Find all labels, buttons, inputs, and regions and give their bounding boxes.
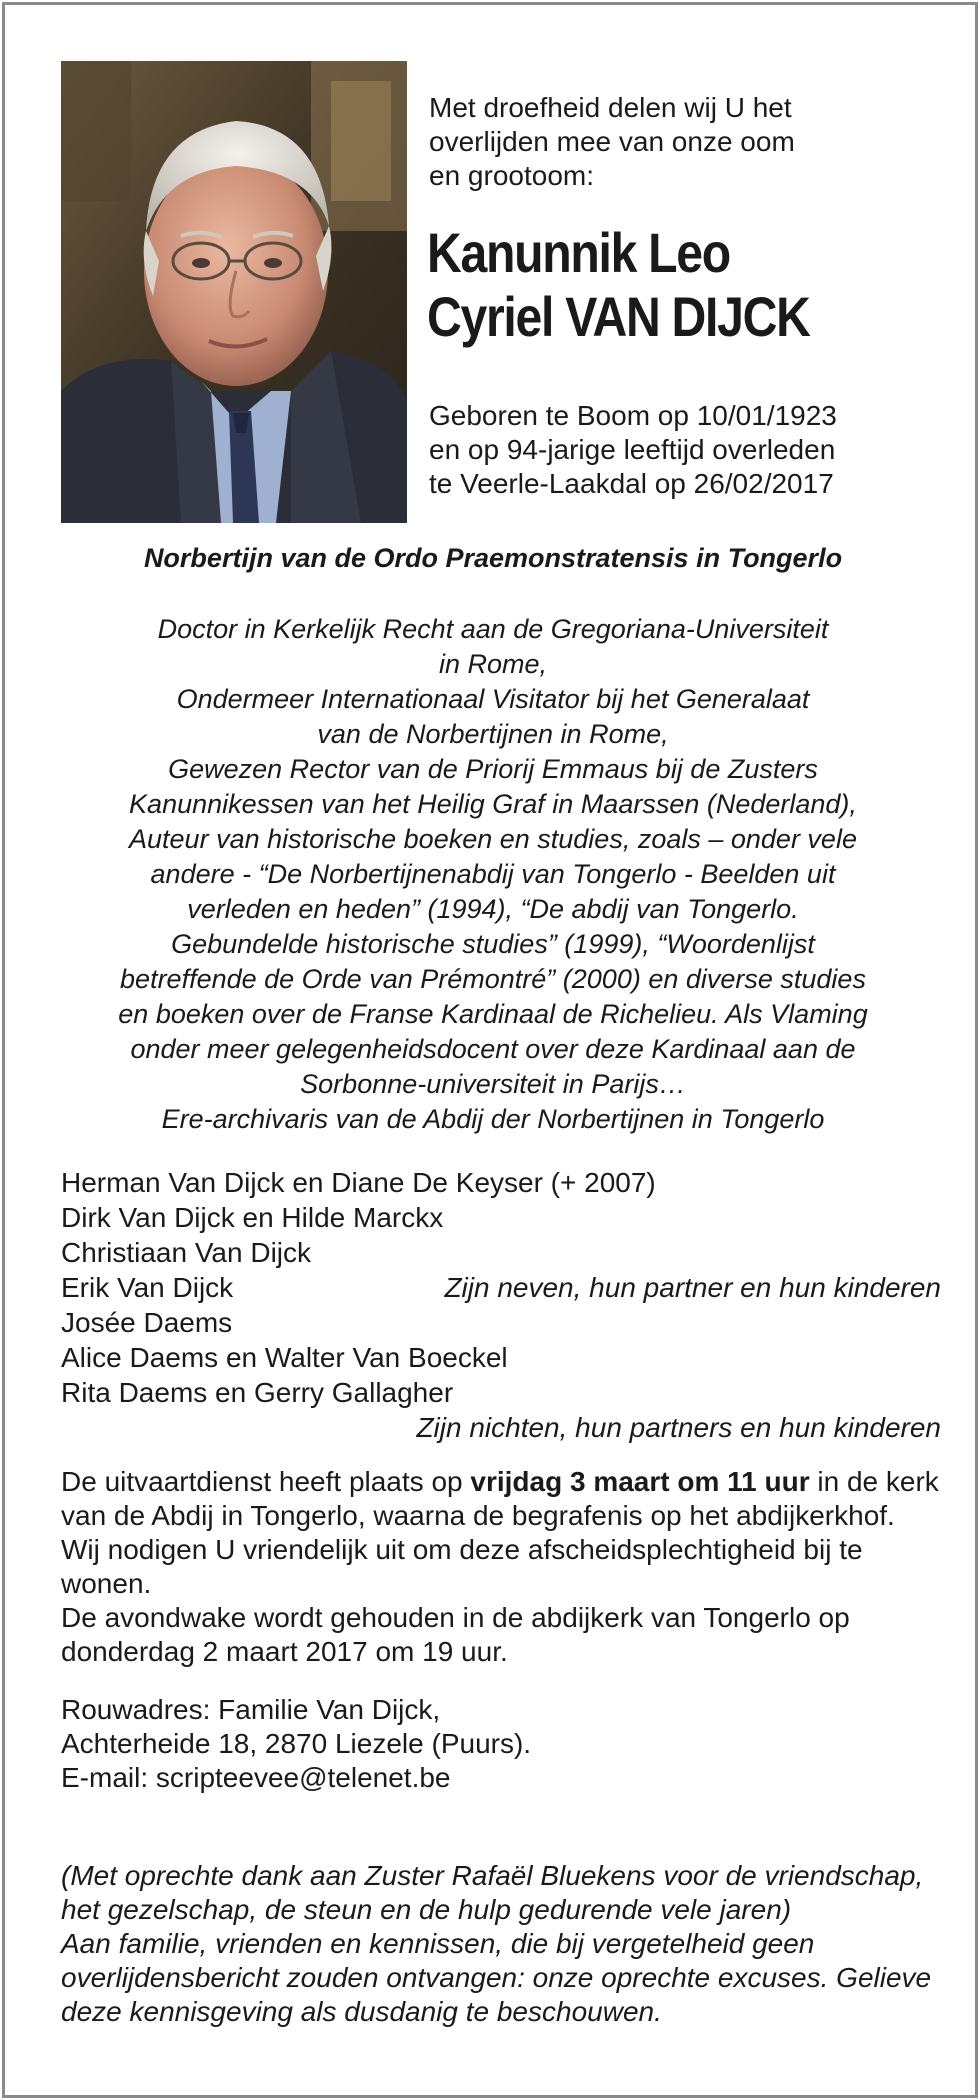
birth-death-details: Geboren te Boom op 10/01/1923 en op 94-jarige leeftijd overleden te Veerle-Laakdal op 26/02/2017 (429, 400, 837, 499)
family-row (61, 1375, 941, 1410)
portrait-photo (61, 61, 407, 523)
family-member: Alice Daems en Walter Van Boeckel (61, 1342, 508, 1373)
wake-details: De avondwake wordt gehouden in de abdijkerk van Tongerlo op donderdag 2 maart 2017 om 19 uur. (61, 1602, 850, 1667)
funeral-lead: De uitvaartdienst heeft plaats op (61, 1466, 471, 1497)
family-row (61, 1410, 941, 1445)
portrait-illustration (61, 61, 407, 523)
mourning-address (61, 1693, 941, 1795)
family-row (61, 1200, 941, 1235)
family-row (61, 1235, 941, 1270)
family-row (61, 1165, 941, 1200)
address-line: Rouwadres: Familie Van Dijck, (61, 1694, 441, 1725)
family-member: Herman Van Dijck en Diane De Keyser (+ 2007) (61, 1167, 656, 1198)
funeral-details (61, 1465, 941, 1669)
family-member: Rita Daems en Gerry Gallagher (61, 1377, 454, 1408)
family-member: Josée Daems (61, 1307, 233, 1338)
funeral-paragraph (61, 1465, 941, 1533)
obituary-card (2, 2, 978, 2098)
nieces-caption: Zijn nichten, hun partners en hun kinderen (416, 1412, 941, 1443)
biography: Doctor in Kerkelijk Recht aan de Gregoriana-Universiteit in Rome, Ondermeer Internationaal Visitator bij het Generalaat van de Norbertijnen in Rome, Gewezen Rector van de Priorij Emmaus bij de Zusters Kanunnikessen van het Heilig Graf in Maarssen (Nederland), Auteur van historische boeken en studies, zoals – onder vele andere - “De Norbertijnenabdij van Tongerlo - Beelden uit verleden en heden” (1994), “De abdij van Tongerlo. Gebundelde historische studies” (1999), “Woordenlijst betreffende de Orde van Prémontré” (2000) en diverse studies en boeken over de Franse Kardinaal de Richelieu. Als Vlaming onder meer gelegenheidsdocent over deze Kardinaal aan de Sorbonne-universiteit in Parijs… Ere-archivaris van de Abdij der Norbertijnen in Tongerlo (118, 614, 868, 1134)
family-member: Dirk Van Dijck en Hilde Marckx (61, 1202, 444, 1233)
order-title: Norbertijn van de Ordo Praemonstratensis in Tongerlo (143, 543, 843, 573)
funeral-location: in de kerk van de Abdij in Tongerlo, waarna de begrafenis op het abdijkerkhof. (61, 1466, 939, 1531)
email-line: E-mail: scripteevee@telenet.be (61, 1762, 451, 1793)
closing-notes (61, 1859, 941, 2029)
family-row (61, 1340, 941, 1375)
nephews-caption: Zijn neven, hun partner en hun kinderen (444, 1272, 941, 1303)
family-row (61, 1270, 941, 1305)
family-member: Erik Van Dijck (61, 1272, 234, 1303)
apology-note: Aan familie, vrienden en kennissen, die bij vergetelheid geen overlijdensbericht zouden ontvangen: onze oprechte excuses. Gelieve deze kennisgeving als dusdanig te beschouwen. (61, 1928, 932, 2027)
thanks-note: (Met oprechte dank aan Zuster Rafaël Bluekens voor de vriendschap, het gezelschap, de steun en de hulp gedurende vele jaren) (61, 1860, 924, 1925)
intro-text: Met droefheid delen wij U het overlijden mee van onze oom en grootoom: (429, 92, 795, 191)
family-list (61, 1165, 941, 1445)
family-member: Christiaan Van Dijck (61, 1237, 312, 1268)
family-row (61, 1305, 941, 1340)
funeral-invitation: Wij nodigen U vriendelijk uit om deze afscheidsplechtigheid bij te wonen. (61, 1534, 863, 1599)
address-line: Achterheide 18, 2870 Liezele (Puurs). (61, 1728, 532, 1759)
funeral-date: vrijdag 3 maart om 11 uur (470, 1466, 810, 1497)
deceased-name: Kanunnik Leo Cyriel VAN DIJCK (427, 221, 810, 348)
